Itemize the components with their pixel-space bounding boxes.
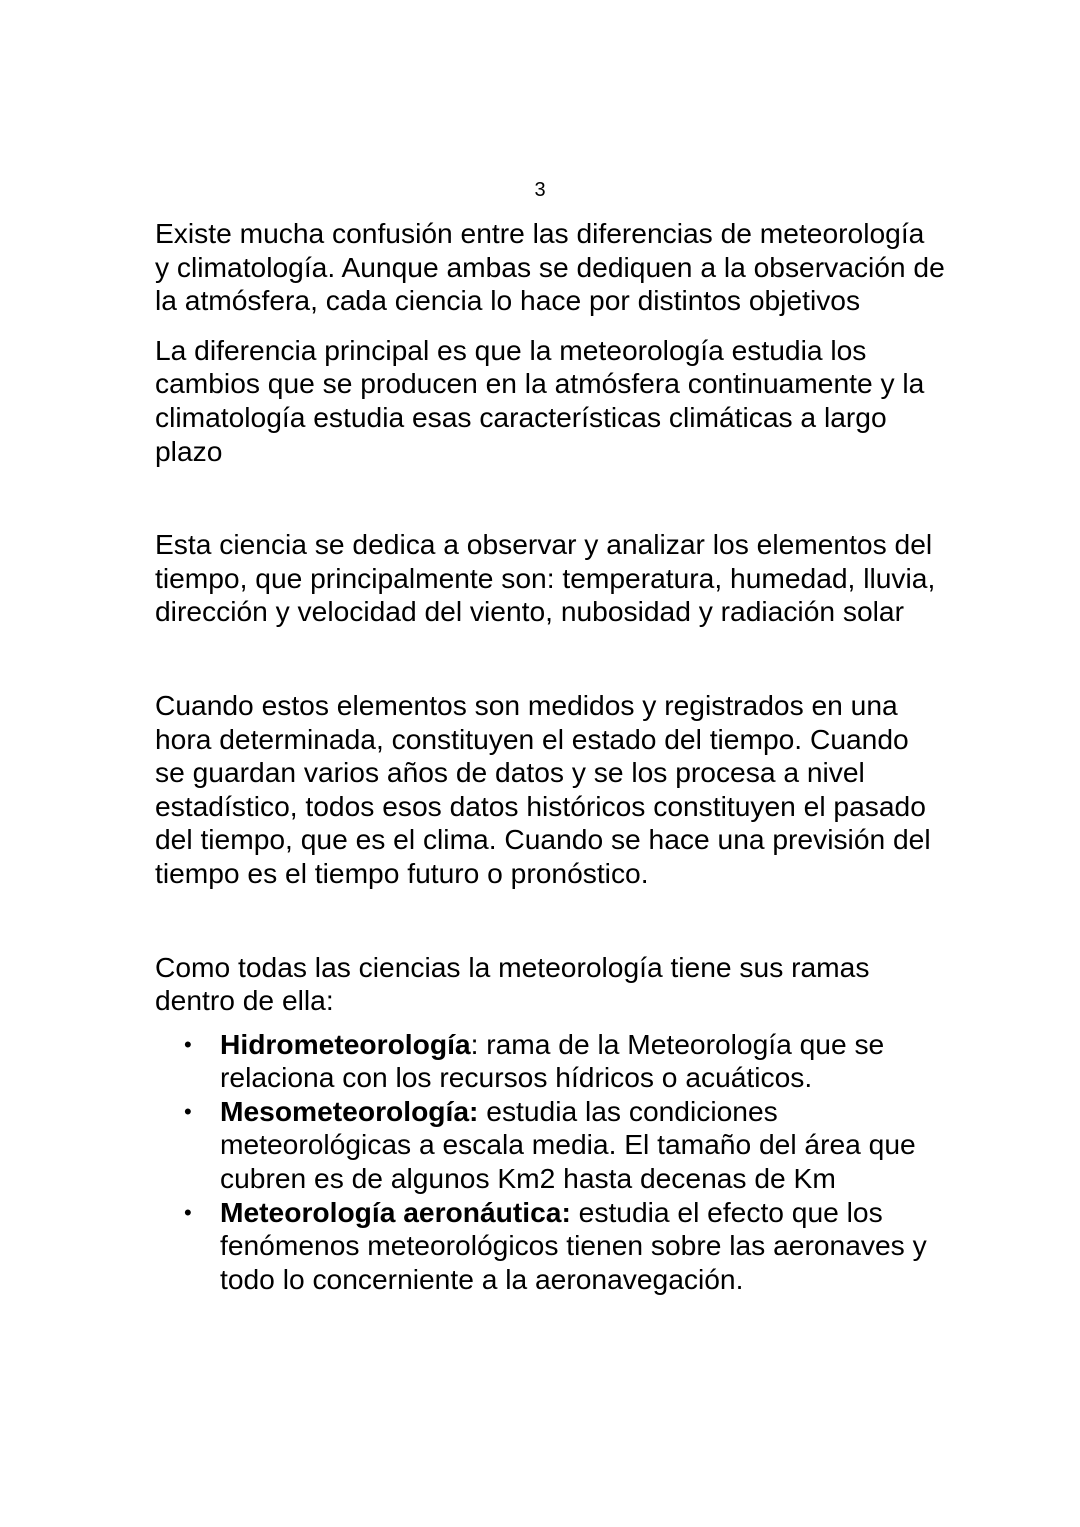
- paragraph-main-difference: La diferencia principal es que la meteorología estudia los cambios que se producen en la atmósfera continuamente y la climatología estudia esas características climáticas a largo plazo: [155, 333, 925, 467]
- branch-term: Meteorología aeronáutica:: [220, 1195, 571, 1228]
- bullet-icon: •: [184, 1199, 192, 1225]
- paragraph-branches-intro: Como todas las ciencias la meteorología tiene sus ramas dentro de ella:: [155, 950, 870, 1017]
- branch-description: estudia las condiciones meteorológicas a escala media. El tamaño del área que cubren es de algunos Km2 hasta decenas de Km: [220, 1094, 916, 1195]
- list-item: [184, 1195, 945, 1297]
- list-item: [184, 1027, 945, 1095]
- paragraph-confusion: Existe mucha confusión entre las diferencias de meteorología y climatología. Aunque ambas se dediquen a la observación de la atmósfera, cada ciencia lo hace por distintos objetivos: [155, 217, 945, 317]
- bullet-icon: •: [184, 1031, 192, 1057]
- list-item: [184, 1094, 945, 1196]
- branch-term: Hidrometeorología: [220, 1027, 471, 1060]
- bullet-icon: •: [184, 1098, 192, 1124]
- branches-list: [155, 1028, 945, 1297]
- document-body: [155, 217, 945, 1296]
- branch-description: estudia el efecto que los fenómenos meteorológicos tienen sobre las aeronaves y todo lo concerniente a la aeronavegación.: [220, 1195, 927, 1295]
- paragraph-weather-state-climate: Cuando estos elementos son medidos y registrados en una hora determinada, constituyen el estado del tiempo. Cuando se guardan varios años de datos y se los procesa a nivel estadístico, todos esos datos históricos constituyen el pasado del tiempo, que es el clima. Cuando se hace una previsión del tiempo es el tiempo futuro o pronóstico.: [155, 688, 931, 889]
- page-number: 3: [534, 179, 546, 201]
- paragraph-weather-elements: Esta ciencia se dedica a observar y analizar los elementos del tiempo, que principalmente son: temperatura, humedad, lluvia, dirección y velocidad del viento, nubosidad y radiación solar: [155, 528, 936, 628]
- branch-description: : rama de la Meteorología que se relaciona con los recursos hídricos o acuáticos.: [220, 1027, 885, 1094]
- branch-term: Mesometeorología:: [220, 1094, 479, 1127]
